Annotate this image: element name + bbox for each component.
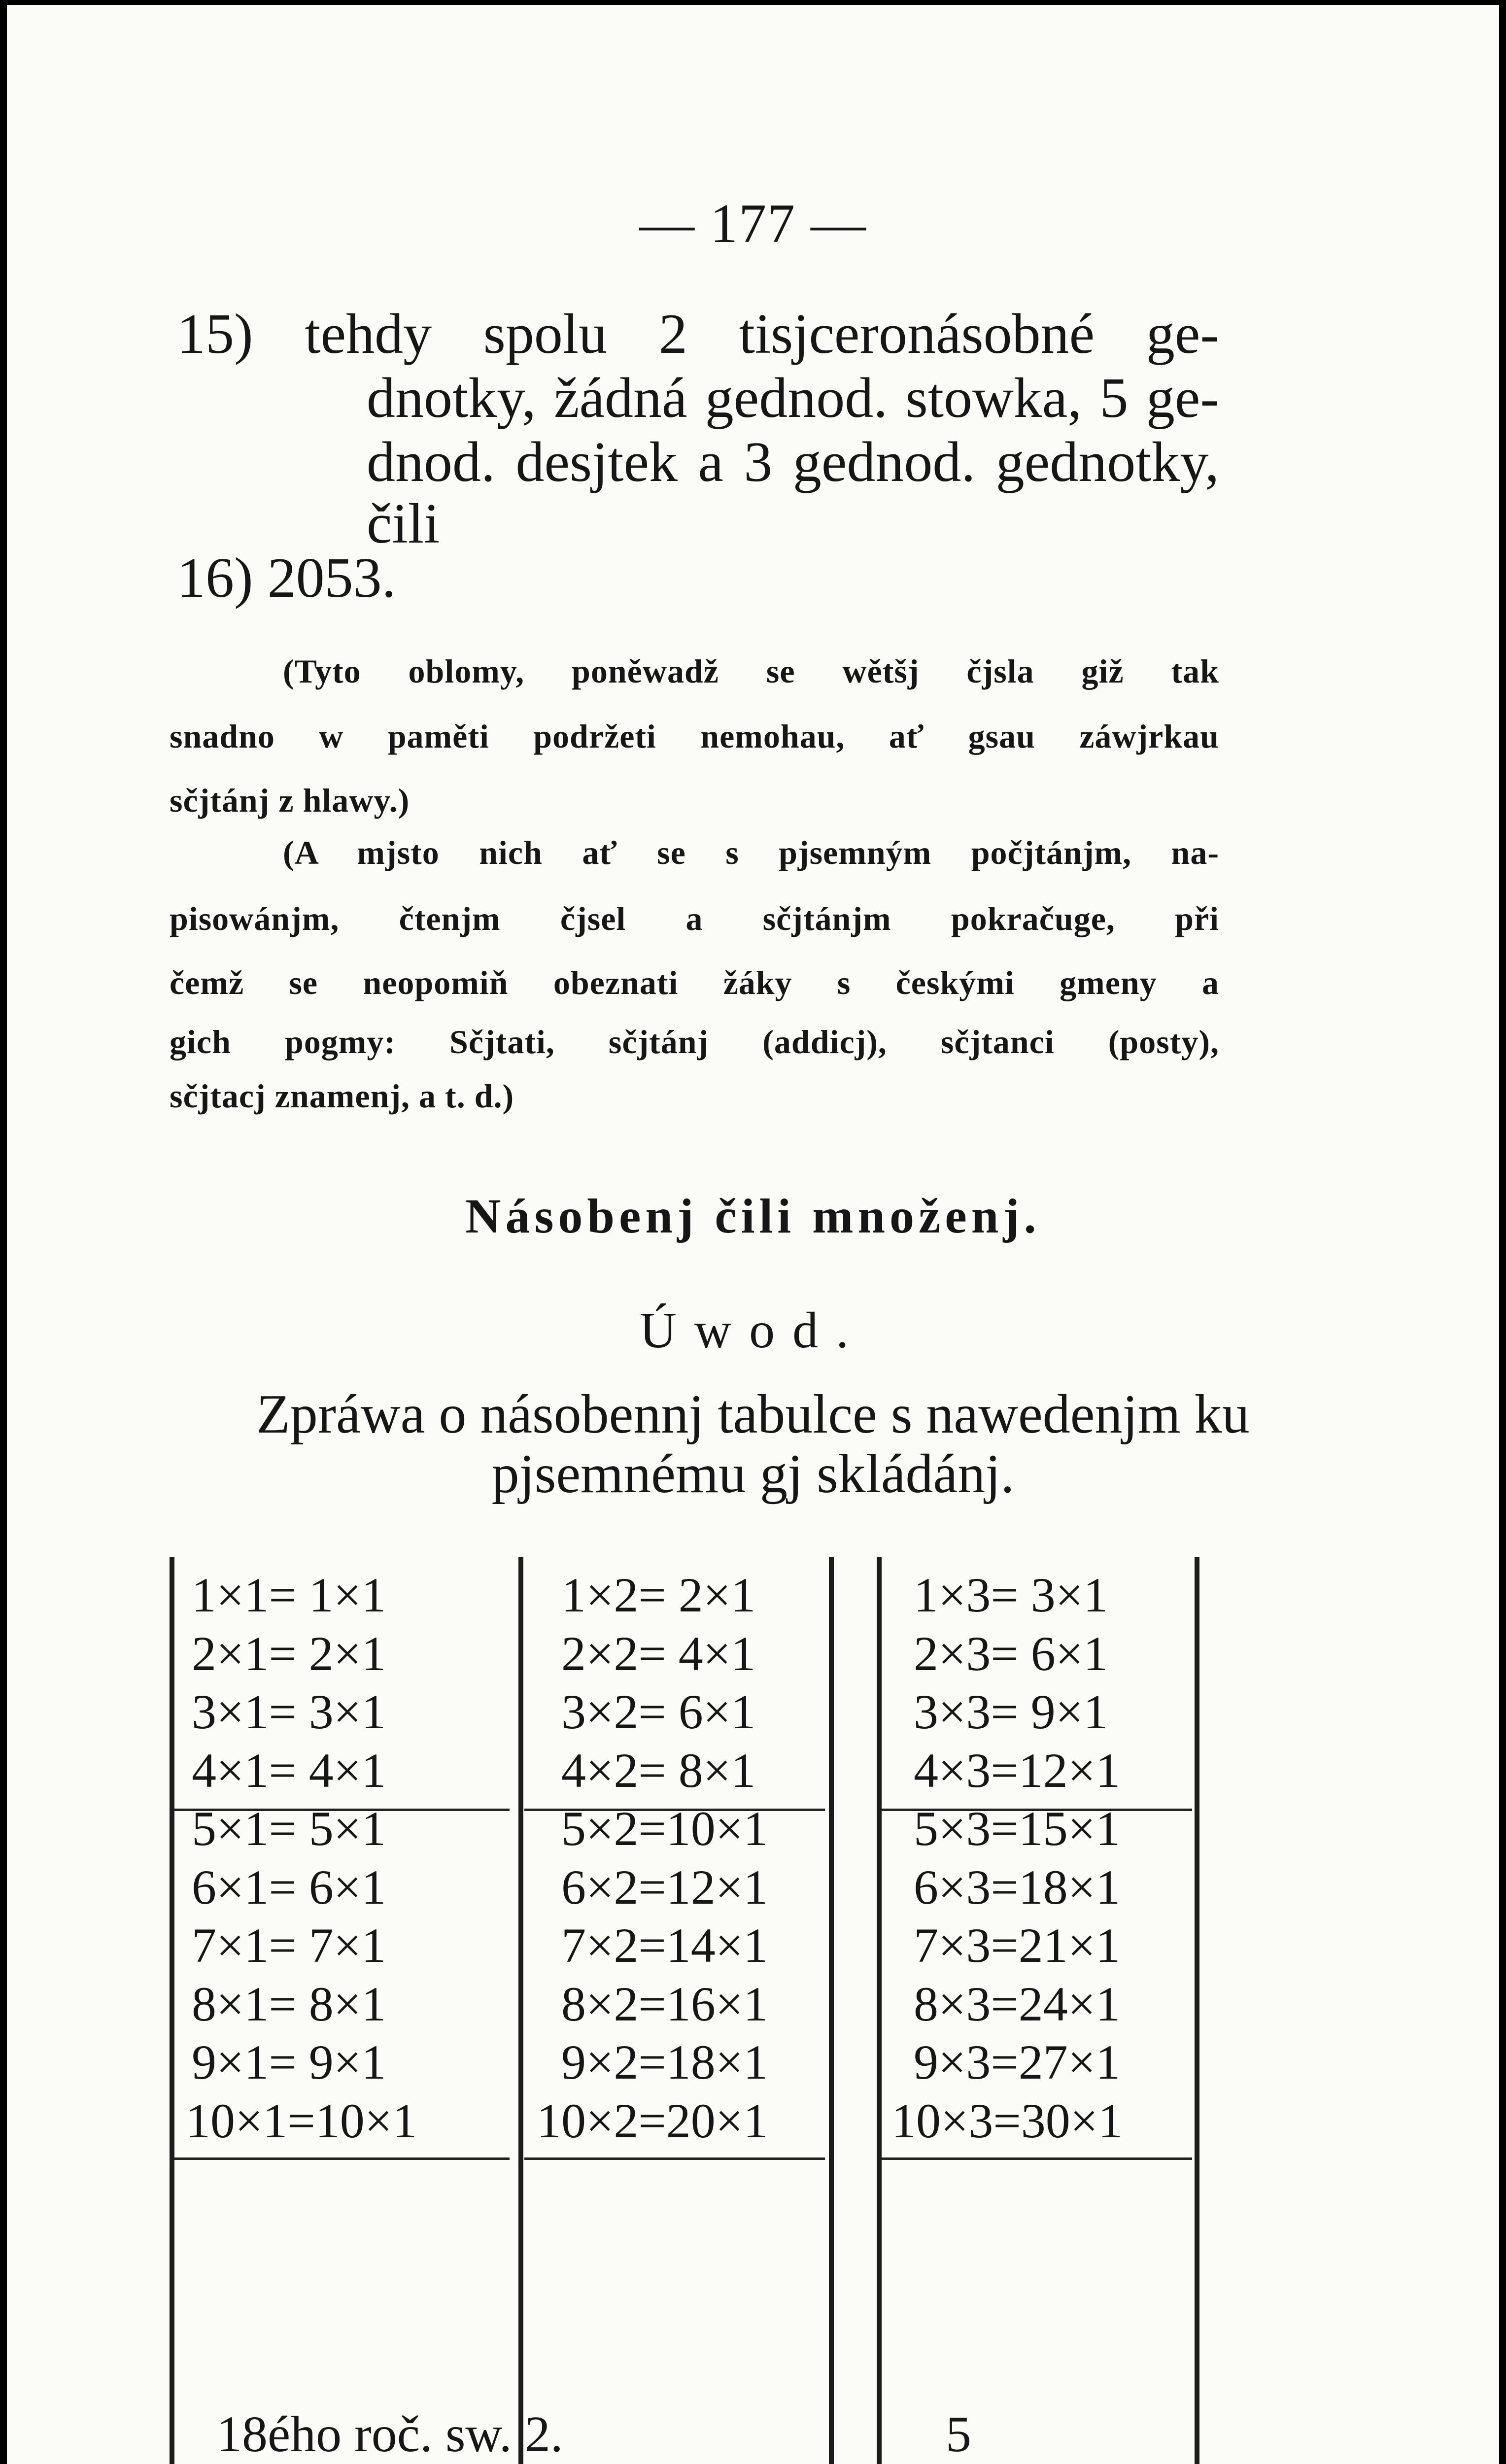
table-cell: 8×3=24×1 [914, 1976, 1121, 2031]
table-cell: 3×2= 6×1 [561, 1684, 756, 1739]
note-line: (A mjsto nich ať se s pjsemným počjtánjm, na- [283, 834, 1219, 871]
book-page [7, 5, 1499, 2464]
table-cell: 9×2=18×1 [561, 2035, 768, 2089]
table-cell: 5×3=15×1 [914, 1801, 1121, 1856]
table-rule [174, 2157, 510, 2160]
table-cell: 9×1= 9×1 [192, 2035, 386, 2089]
table-cell: 2×1= 2×1 [192, 1626, 386, 1681]
table-cell: 3×1= 3×1 [192, 1684, 386, 1739]
note-line: snadno w paměti podržeti nemohau, ať gsau záwjrkau [170, 718, 1219, 755]
table-cell: 1×3= 3×1 [914, 1568, 1108, 1622]
text-line: dnotky, žádná gednod. stowka, 5 ge- [367, 367, 1219, 430]
table-cell: 7×1= 7×1 [192, 1918, 386, 1973]
table-cell: 10×3=30×1 [891, 2093, 1123, 2148]
section-heading: Násobenj čili množenj. [465, 1189, 1041, 1243]
table-rule [1195, 1557, 1199, 2464]
table-cell: 1×2= 2×1 [561, 1568, 756, 1622]
table-cell: 2×2= 4×1 [561, 1626, 756, 1681]
table-cell: 7×3=21×1 [914, 1918, 1121, 1973]
table-cell: 9×3=27×1 [914, 2035, 1121, 2089]
table-cell: 7×2=14×1 [561, 1918, 768, 1973]
note-line: pisowánjm, čtenjm čjsel a sčjtánjm pokračuge, při [170, 900, 1219, 937]
table-cell: 10×2=20×1 [537, 2093, 768, 2148]
table-rule [877, 1557, 882, 2464]
table-cell: 6×3=18×1 [914, 1859, 1121, 1915]
table-rule [882, 2157, 1192, 2160]
note-line: sčjtánj z hlawy.) [170, 782, 410, 819]
section-description [7, 1385, 1499, 1504]
table-column [537, 1566, 768, 2150]
table-cell: 3×3= 9×1 [914, 1684, 1108, 1739]
section-subheading: Úwod. [639, 1302, 867, 1359]
table-cell: 4×2= 8×1 [561, 1743, 756, 1798]
table-cell: 4×1= 4×1 [192, 1743, 386, 1798]
table-column [891, 1566, 1123, 2150]
table-cell: 5×2=10×1 [561, 1801, 768, 1856]
table-rule [170, 1557, 174, 2464]
table-rule [524, 2157, 825, 2160]
table-rule [518, 1557, 523, 2464]
note-line: (Tyto oblomy, poněwadž se wětšj čjsla giž tak [283, 652, 1219, 690]
table-cell: 5×1= 5×1 [192, 1801, 386, 1856]
text-line: dnod. desjtek a 3 gednod. gednotky, [367, 431, 1219, 494]
printer-signature: 18ého roč. sw. 2. [216, 2406, 563, 2463]
description-line: pjsemnému gj skládánj. [491, 1443, 1015, 1505]
sheet-number: 5 [946, 2406, 971, 2463]
table-rule [829, 1557, 834, 2464]
table-cell: 4×3=12×1 [914, 1743, 1121, 1798]
table-cell: 8×1= 8×1 [192, 1976, 386, 2031]
table-cell: 8×2=16×1 [561, 1976, 768, 2031]
table-cell: 10×1=10×1 [186, 2093, 417, 2148]
text-line: čili [367, 492, 440, 555]
text-line: 15) tehdy spolu 2 tisjceronásobné ge- [177, 303, 1219, 366]
text-line: 16) 2053. [177, 547, 396, 610]
table-cell: 6×2=12×1 [561, 1859, 768, 1915]
table-cell: 2×3= 6×1 [914, 1626, 1108, 1681]
page-number: — 177 — [639, 193, 867, 254]
note-line: gich pogmy: Sčjtati, sčjtánj (addicj), sčjtanci (posty), [170, 1023, 1219, 1061]
note-line: sčjtacj znamenj, a t. d.) [170, 1077, 514, 1115]
note-line: čemž se neopomiň obeznati žáky s českými gmeny a [170, 964, 1219, 1001]
description-line: Zpráwa o násobennj tabulce s nawedenjm ku [256, 1384, 1250, 1445]
table-cell: 6×1= 6×1 [192, 1859, 386, 1915]
table-column [186, 1566, 417, 2150]
table-cell: 1×1= 1×1 [192, 1568, 386, 1622]
